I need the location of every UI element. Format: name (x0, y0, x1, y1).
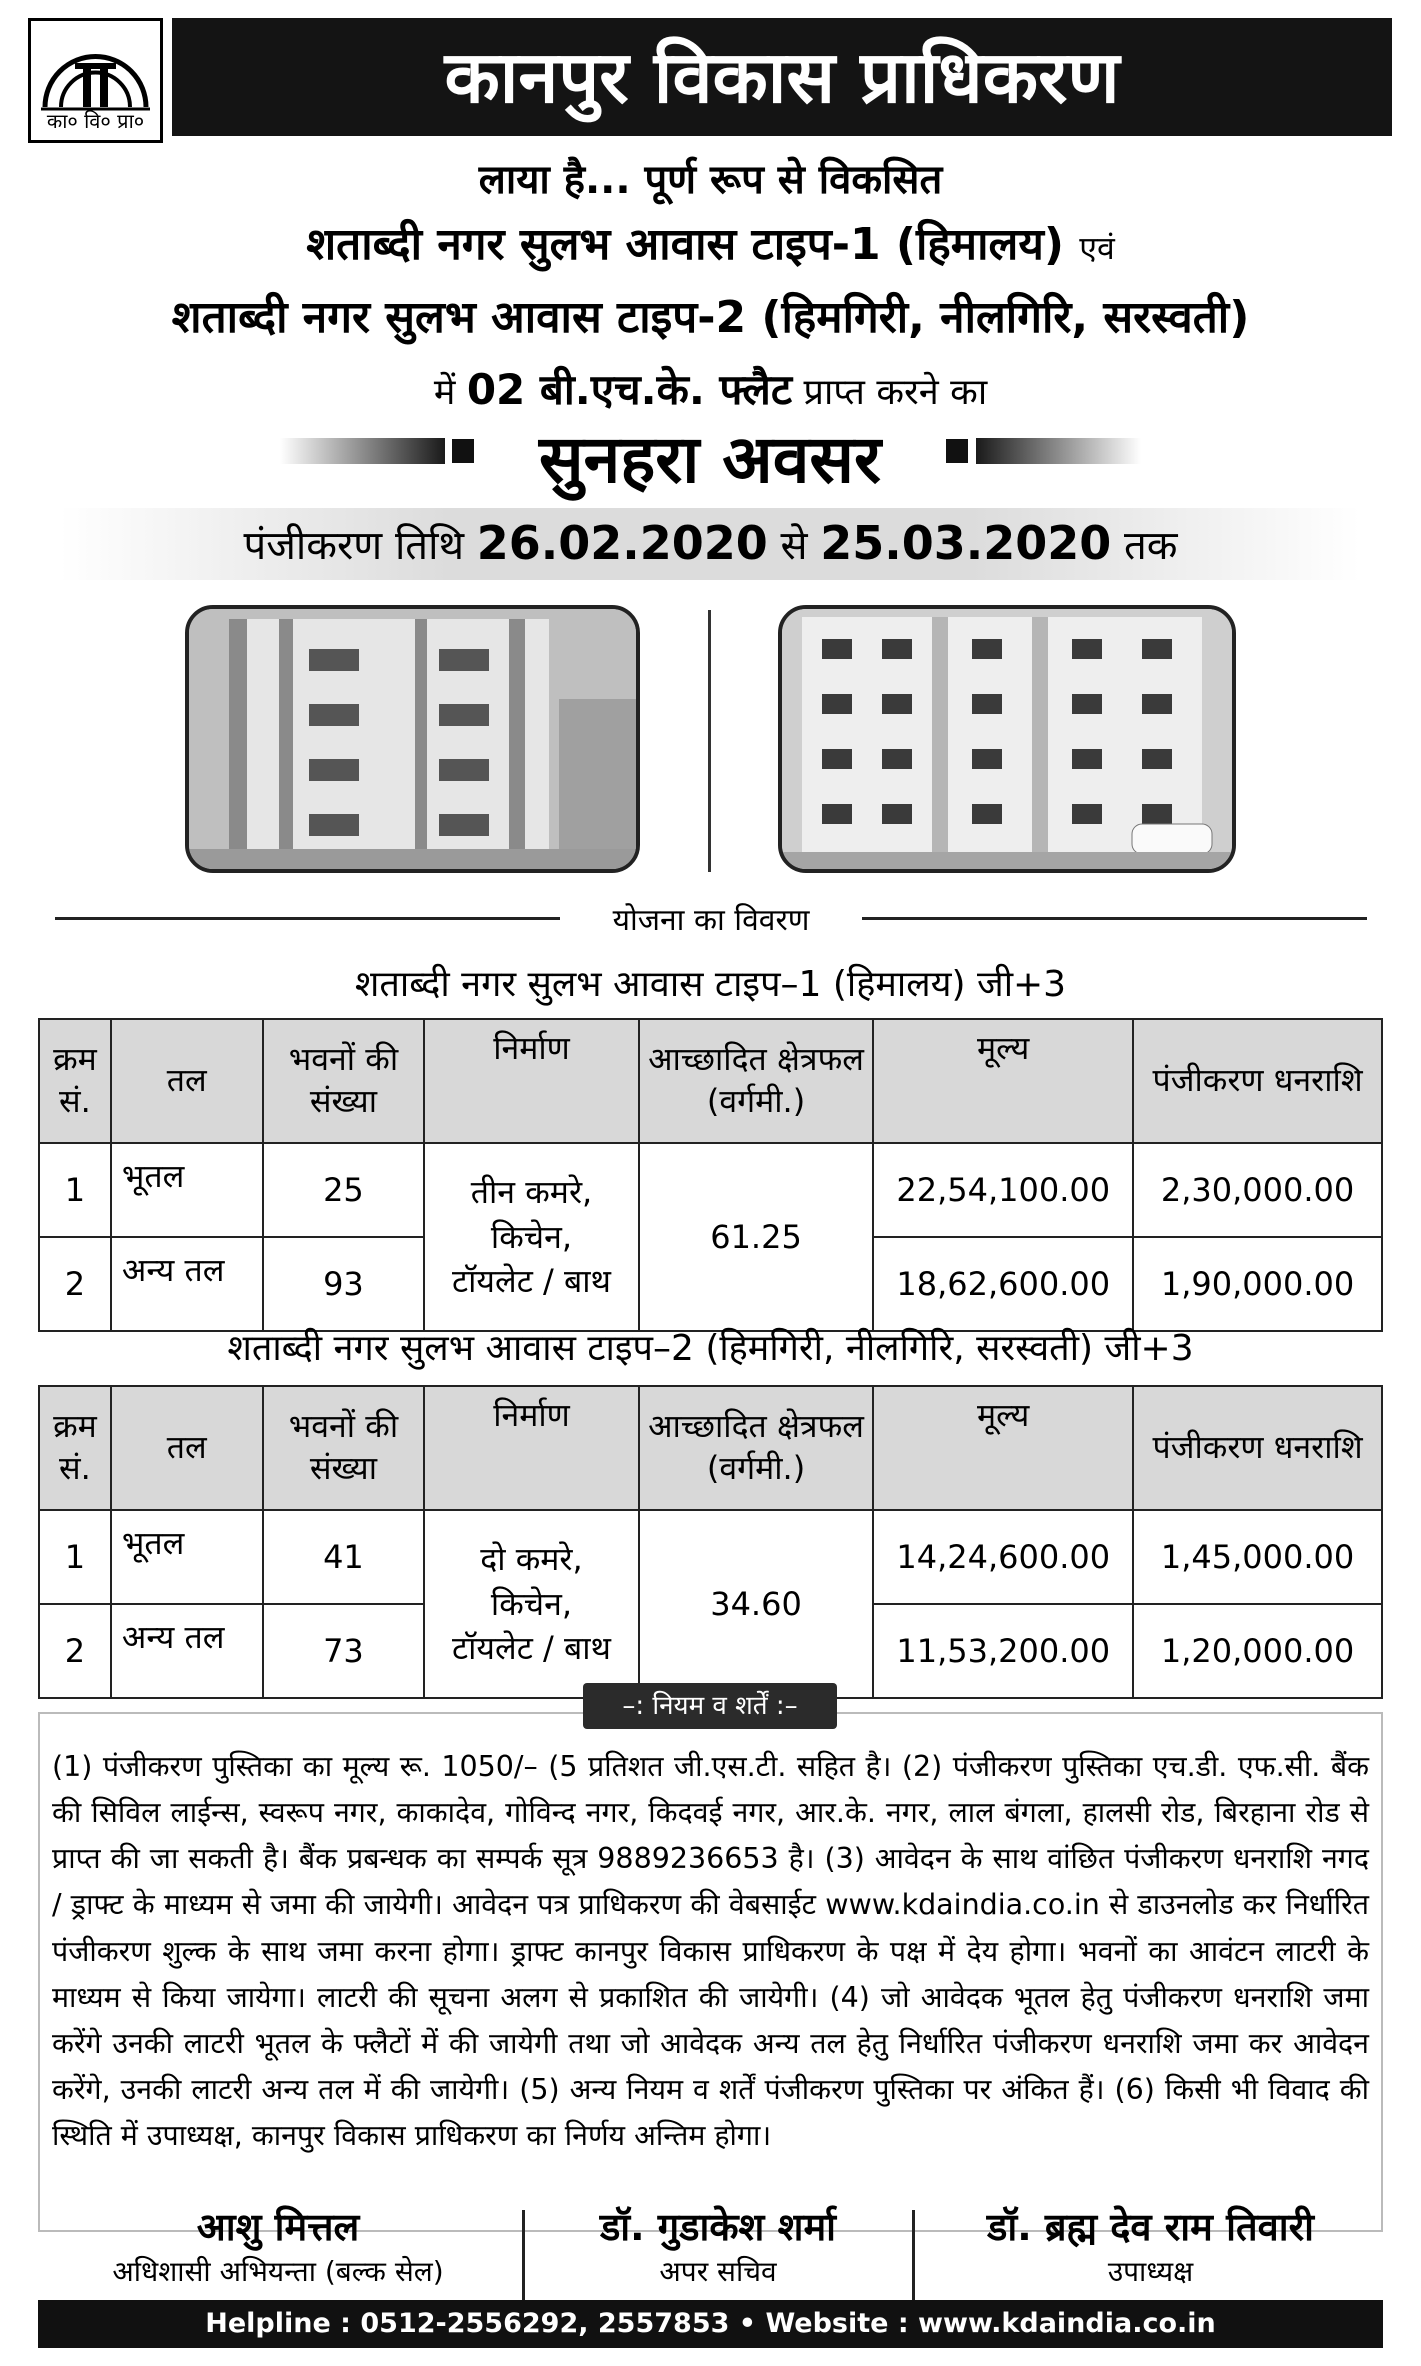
header-construction: निर्माण (424, 1019, 638, 1143)
table-row (39, 1143, 1382, 1237)
intro-line-3: शताब्दी नगर सुलभ आवास टाइप-2 (हिमगिरी, नीलगिरि, सरस्वती) (171, 292, 1250, 343)
signatory-role: अपर सचिव (659, 2255, 777, 2288)
logo-text: का० वि० प्रा० (46, 109, 145, 133)
type2-table-title: शताब्दी नगर सुलभ आवास टाइप–2 (हिमगिरी, नीलगिरि, सरस्वती) जी+3 (227, 1328, 1194, 1369)
cell-price: 22,54,100.00 (873, 1143, 1133, 1237)
intro-bhk: 02 बी.एच.के. फ्लैट (466, 365, 793, 414)
cell-sn: 1 (39, 1143, 111, 1237)
signatory-separator (522, 2210, 525, 2302)
footer-helpline: Helpline : 0512-2556292, 2557853 • Website : www.kdaindia.co.in (38, 2300, 1383, 2348)
type1-name: शताब्दी नगर सुलभ आवास टाइप-1 (हिमालय) (306, 219, 1064, 270)
building-photo-type2 (778, 605, 1236, 873)
gradient-bar-left (280, 438, 445, 464)
registration-date (0, 516, 1421, 571)
cell-construction (424, 1143, 638, 1331)
registration-end: 25.03.2020 (820, 516, 1112, 570)
header-construction: निर्माण (424, 1386, 638, 1510)
header-floor: तल (111, 1019, 263, 1143)
signatory-separator (912, 2210, 915, 2302)
cell-area: 34.60 (639, 1510, 874, 1698)
cell-price: 11,53,200.00 (873, 1604, 1133, 1698)
kda-logo (28, 18, 163, 143)
square-right (946, 439, 968, 463)
signatory-2 (528, 2200, 908, 2290)
cell-area: 61.25 (639, 1143, 874, 1331)
intro-line-2 (0, 212, 1421, 272)
cell-count: 93 (263, 1237, 425, 1331)
cell-registration: 1,90,000.00 (1133, 1237, 1382, 1331)
construction-line: दो कमरे, (480, 1539, 583, 1578)
square-left (452, 439, 474, 463)
cell-registration: 1,45,000.00 (1133, 1510, 1382, 1604)
header-registration: पंजीकरण धनराशि (1133, 1019, 1382, 1143)
cell-floor: भूतल (111, 1143, 263, 1237)
header-registration: पंजीकरण धनराशि (1133, 1386, 1382, 1510)
cell-sn: 2 (39, 1604, 111, 1698)
type2-table (38, 1385, 1383, 1699)
divider-right (862, 917, 1367, 920)
signatory-role: उपाध्यक्ष (1107, 2255, 1194, 2288)
photo-divider (708, 610, 711, 872)
table-row (39, 1510, 1382, 1604)
type1-table (38, 1018, 1383, 1332)
header-area: आच्छादित क्षेत्रफल (वर्गमी.) (639, 1386, 874, 1510)
construction-line: किचेन, (490, 1584, 573, 1623)
gradient-bar-right (976, 438, 1141, 464)
cell-floor: भूतल (111, 1510, 263, 1604)
header-count: भवनों की संख्या (263, 1019, 425, 1143)
intro-line-4 (0, 360, 1421, 417)
registration-label: पंजीकरण तिथि (243, 523, 465, 569)
building-icon (782, 609, 1232, 869)
registration-start: 26.02.2020 (476, 516, 768, 570)
cell-floor: अन्य तल (111, 1604, 263, 1698)
signatory-role: अधिशासी अभियन्ता (बल्क सेल) (112, 2255, 444, 2288)
intro-pre: में (433, 372, 456, 413)
cell-price: 14,24,600.00 (873, 1510, 1133, 1604)
golden-opportunity: सुनहरा अवसर (538, 421, 882, 498)
cell-count: 41 (263, 1510, 425, 1604)
building-photo-type1 (185, 605, 640, 873)
cell-floor: अन्य तल (111, 1237, 263, 1331)
building-icon (189, 609, 636, 869)
table-header-row (39, 1386, 1382, 1510)
cell-count: 73 (263, 1604, 425, 1698)
rules-tag: –: नियम व शर्तें :– (583, 1683, 837, 1729)
signatory-1 (38, 2200, 518, 2290)
construction-line: टॉयलेट / बाथ (452, 1262, 611, 1301)
header-count: भवनों की संख्या (263, 1386, 425, 1510)
conjunction: एवं (1079, 229, 1115, 267)
header-price: मूल्य (873, 1019, 1133, 1143)
cell-sn: 1 (39, 1510, 111, 1604)
rules-text: (1) पंजीकरण पुस्तिका का मूल्य रू. 1050/– (5 प्रतिशत जी.एस.टी. सहित है। (2) पंजीकरण पुस्तिका एच.डी. एफ.सी. बैंक की सिविल लाईन्स, स्वरूप नगर, काकादेव, गोविन्द नगर, किदवई नगर, आर.के. नगर, लाल बंगला, हालसी रोड, बिरहाना रोड से प्राप्त की जा सकती है। बैंक प्रबन्धक का सम्पर्क सूत्र 9889236653 है। (3) आवेदन के साथ वांछित पंजीकरण धनराशि नगद / ड्राफ्ट के माध्यम से जमा की जायेगी। आवेदन पत्र प्राधिकरण की वेबसाईट www.kdaindia.co.in से डाउनलोड कर निर्धारित पंजीकरण शुल्क के साथ जमा करना होगा। ड्राफ्ट कानपुर विकास प्राधिकरण के पक्ष में देय होगा। भवनों का आवंटन लाटरी के माध्यम से किया जायेगा। लाटरी की सूचना अलग से प्रकाशित की जायेगी। (4) जो आवेदक भूतल हेतु पंजीकरण धनराशि जमा करेंगे उनकी लाटरी भूतल के फ्लैटों में की जायेगी तथा जो आवेदक अन्य तल हेतु निर्धारित पंजीकरण धनराशि जमा कर आवेदन करेंगे, उनकी लाटरी अन्य तल में की जायेगी। (5) अन्य नियम व शर्तें पंजीकरण पुस्तिका पर अंकित हैं। (6) किसी भी विवाद की स्थिति में उपाध्यक्ष, कानपुर विकास प्राधिकरण का निर्णय अन्तिम होगा। (38, 1712, 1383, 2232)
intro-line-1: लाया है... पूर्ण रूप से विकसित (478, 157, 943, 203)
intro-post: प्राप्त करने का (803, 372, 988, 413)
page-title: कानपुर विकास प्राधिकरण (172, 18, 1392, 136)
header-floor: तल (111, 1386, 263, 1510)
cell-registration: 1,20,000.00 (1133, 1604, 1382, 1698)
signatory-name: डॉ. ब्रह्म देव राम तिवारी (987, 2205, 1314, 2249)
cell-price: 18,62,600.00 (873, 1237, 1133, 1331)
header-area: आच्छादित क्षेत्रफल (वर्गमी.) (639, 1019, 874, 1143)
construction-line: किचेन, (490, 1217, 573, 1256)
signatory-3 (918, 2200, 1383, 2290)
header-sn: क्रम सं. (39, 1386, 111, 1510)
cell-registration: 2,30,000.00 (1133, 1143, 1382, 1237)
signatory-name: डॉ. गुडाकेश शर्मा (599, 2205, 837, 2249)
registration-sep: से (780, 523, 808, 569)
header-price: मूल्य (873, 1386, 1133, 1510)
header-sn: क्रम सं. (39, 1019, 111, 1143)
table-header-row (39, 1019, 1382, 1143)
divider-left (55, 917, 560, 920)
cell-construction (424, 1510, 638, 1698)
signatory-name: आशु मित्तल (196, 2205, 360, 2249)
cell-sn: 2 (39, 1237, 111, 1331)
scheme-heading: योजना का विवरण (612, 903, 810, 938)
cell-count: 25 (263, 1143, 425, 1237)
type1-table-title: शताब्दी नगर सुलभ आवास टाइप–1 (हिमालय) जी+3 (354, 964, 1067, 1005)
arch-emblem-icon (31, 27, 160, 115)
construction-line: टॉयलेट / बाथ (452, 1629, 611, 1668)
registration-suffix: तक (1123, 523, 1178, 569)
construction-line: तीन कमरे, (470, 1172, 593, 1211)
